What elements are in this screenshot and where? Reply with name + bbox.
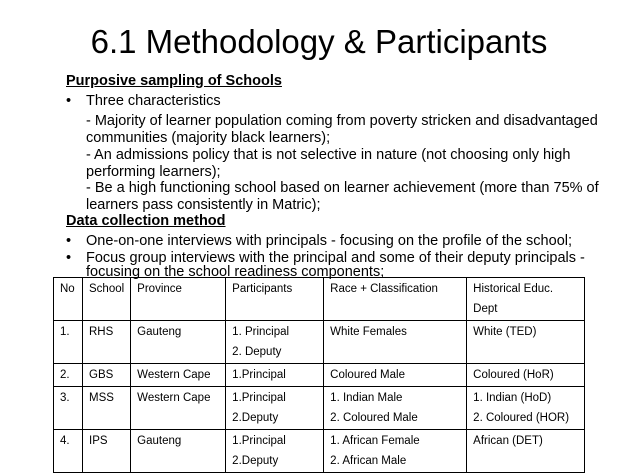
table-header-row xyxy=(54,278,585,321)
bullet-focus-group-line-2: focusing on the school readiness components; xyxy=(86,264,385,280)
participant-item: 1.Principal xyxy=(232,392,286,404)
header-province: Province xyxy=(131,278,226,321)
point-1-line-2: communities (majority black learners); xyxy=(86,130,331,146)
cell-race xyxy=(324,430,467,473)
table-row xyxy=(54,387,585,430)
sampling-heading: Purposive sampling of Schools xyxy=(66,73,282,89)
dept-item: 2. Coloured (HOR) xyxy=(473,412,570,424)
cell-participants xyxy=(226,430,324,473)
cell-school: IPS xyxy=(83,430,131,473)
point-1-line-1: - Majority of learner population coming from poverty stricken and disadvantaged xyxy=(86,113,598,129)
cell-no: 4. xyxy=(54,430,83,473)
bullet-marker: • xyxy=(66,250,72,266)
bullet-marker: • xyxy=(66,93,72,109)
dept-item: White (TED) xyxy=(473,326,537,338)
table-row xyxy=(54,364,585,387)
point-3-line-1: - Be a high functioning school based on learner achievement (more than 75% of xyxy=(86,180,599,196)
point-3-line-2: learners pass consistently in Matric); xyxy=(86,197,321,213)
cell-participants xyxy=(226,364,324,387)
header-school: School xyxy=(83,278,131,321)
cell-dept xyxy=(467,364,585,387)
cell-dept xyxy=(467,321,585,364)
bullet-marker: • xyxy=(66,233,72,249)
cell-dept xyxy=(467,387,585,430)
cell-race xyxy=(324,321,467,364)
dept-item: African (DET) xyxy=(473,435,543,447)
participant-item: 2. Deputy xyxy=(232,346,282,358)
cell-participants xyxy=(226,387,324,430)
bullet-focus-group-line-1: Focus group interviews with the principal and some of their deputy principals - xyxy=(86,250,585,266)
bullet-interviews: One-on-one interviews with principals - focusing on the profile of the school; xyxy=(86,233,573,249)
race-item: 1. African Female xyxy=(330,435,420,447)
participant-item: 1. Principal xyxy=(232,326,290,338)
cell-province: Western Cape xyxy=(131,387,226,430)
participant-item: 2.Deputy xyxy=(232,412,279,424)
participant-item: 1.Principal xyxy=(232,435,286,447)
dept-item: Coloured (HoR) xyxy=(473,369,554,381)
cell-province: Gauteng xyxy=(131,321,226,364)
cell-participants xyxy=(226,321,324,364)
cell-school: GBS xyxy=(83,364,131,387)
cell-province: Western Cape xyxy=(131,364,226,387)
point-2-line-2: performing learners); xyxy=(86,164,221,180)
cell-school: MSS xyxy=(83,387,131,430)
cell-province: Gauteng xyxy=(131,430,226,473)
cell-race xyxy=(324,364,467,387)
participant-item: 1.Principal xyxy=(232,369,286,381)
header-race: Race + Classification xyxy=(324,278,467,321)
race-item: 2. Coloured Male xyxy=(330,412,418,424)
slide-title: 6.1 Methodology & Participants xyxy=(90,23,548,60)
cell-dept xyxy=(467,430,585,473)
cell-no: 2. xyxy=(54,364,83,387)
point-2-line-1: - An admissions policy that is not selective in nature (not choosing only high xyxy=(86,147,571,163)
bullet-three-characteristics: Three characteristics xyxy=(86,93,221,109)
cell-no: 3. xyxy=(54,387,83,430)
participant-item: 2.Deputy xyxy=(232,455,279,467)
cell-school: RHS xyxy=(83,321,131,364)
cell-race xyxy=(324,387,467,430)
table-row xyxy=(54,430,585,473)
participants-table xyxy=(53,277,585,473)
race-item: 2. African Male xyxy=(330,455,407,467)
data-collection-heading: Data collection method xyxy=(66,213,226,229)
race-item: White Females xyxy=(330,326,407,338)
race-item: Coloured Male xyxy=(330,369,405,381)
header-no: No xyxy=(54,278,83,321)
header-participants: Participants xyxy=(226,278,324,321)
header-dept: Historical Educ. Dept xyxy=(467,278,585,321)
race-item: 1. Indian Male xyxy=(330,392,403,404)
cell-no: 1. xyxy=(54,321,83,364)
dept-item: 1. Indian (HoD) xyxy=(473,392,552,404)
table-row xyxy=(54,321,585,364)
